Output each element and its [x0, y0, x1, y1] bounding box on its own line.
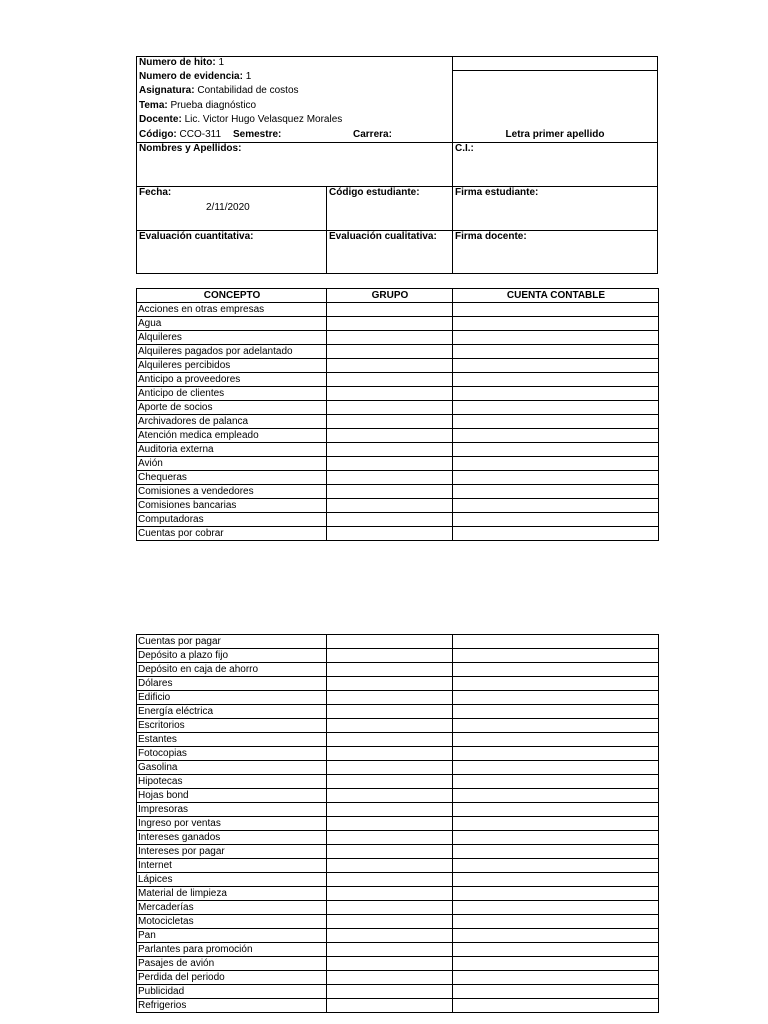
letra-apellido-cell — [452, 70, 658, 143]
table-row — [137, 691, 659, 705]
evidencia-line — [139, 70, 251, 84]
concepto-cell: Agua — [137, 317, 327, 331]
cuenta-contable-cell[interactable] — [453, 775, 659, 789]
table-row — [137, 429, 659, 443]
concepto-cell: Pasajes de avión — [137, 957, 327, 971]
cuenta-contable-cell[interactable] — [453, 761, 659, 775]
fecha-value: 2/11/2020 — [206, 202, 250, 213]
concepto-cell: Lápices — [137, 873, 327, 887]
concepto-cell: Aporte de socios — [137, 401, 327, 415]
evidencia-label: Numero de evidencia: — [139, 71, 243, 82]
cuenta-contable-cell[interactable] — [453, 499, 659, 513]
table-row — [137, 485, 659, 499]
table-body-part2 — [137, 635, 659, 1013]
table-row — [137, 513, 659, 527]
grupo-cell[interactable] — [327, 733, 453, 747]
cuenta-contable-cell[interactable] — [453, 429, 659, 443]
grupo-cell[interactable] — [327, 649, 453, 663]
codigo-estudiante-cell[interactable] — [326, 186, 453, 231]
firma-docente-label: Firma docente: — [455, 231, 527, 242]
docente-value: Lic. Victor Hugo Velasquez Morales — [184, 114, 343, 125]
grupo-cell[interactable] — [327, 845, 453, 859]
concepto-cell: Comisiones a vendedores — [137, 485, 327, 499]
cuenta-contable-cell[interactable] — [453, 691, 659, 705]
table-row — [137, 817, 659, 831]
concepto-cell: Alquileres percibidos — [137, 359, 327, 373]
asignatura-label: Asignatura: — [139, 85, 195, 96]
concepto-cell: Chequeras — [137, 471, 327, 485]
grupo-cell[interactable] — [327, 317, 453, 331]
cuenta-contable-cell[interactable] — [453, 527, 659, 541]
table-row — [137, 845, 659, 859]
codigo-estudiante-label: Código estudiante: — [329, 187, 420, 198]
concepto-cell: Auditoria externa — [137, 443, 327, 457]
table-row — [137, 789, 659, 803]
table-row — [137, 373, 659, 387]
cuenta-contable-cell[interactable] — [453, 915, 659, 929]
table-row — [137, 901, 659, 915]
concepto-cell: Perdida del periodo — [137, 971, 327, 985]
concept-table-part1 — [136, 288, 659, 541]
grupo-cell[interactable] — [327, 471, 453, 485]
cuenta-contable-cell[interactable] — [453, 415, 659, 429]
firma-estudiante-label: Firma estudiante: — [455, 187, 539, 198]
grupo-cell[interactable] — [327, 513, 453, 527]
table-row — [137, 317, 659, 331]
carrera-label: Carrera: — [353, 129, 392, 140]
concepto-cell: Dólares — [137, 677, 327, 691]
cuenta-contable-cell[interactable] — [453, 747, 659, 761]
concepto-cell: Estantes — [137, 733, 327, 747]
grupo-cell[interactable] — [327, 443, 453, 457]
concepto-cell: Cuentas por pagar — [137, 635, 327, 649]
cuenta-contable-cell[interactable] — [453, 401, 659, 415]
concepto-cell: Fotocopias — [137, 747, 327, 761]
table-row — [137, 457, 659, 471]
concepto-cell: Acciones en otras empresas — [137, 303, 327, 317]
table-row — [137, 331, 659, 345]
concepto-cell: Depósito en caja de ahorro — [137, 663, 327, 677]
eval-cualitativa-cell[interactable] — [326, 230, 453, 274]
grupo-cell[interactable] — [327, 415, 453, 429]
nombres-cell[interactable] — [136, 142, 453, 187]
cuenta-contable-cell[interactable] — [453, 803, 659, 817]
cuenta-contable-cell[interactable] — [453, 443, 659, 457]
grupo-cell[interactable] — [327, 999, 453, 1013]
hito-value: 1 — [218, 57, 225, 68]
concepto-cell: Comisiones bancarias — [137, 499, 327, 513]
concepto-cell: Escritorios — [137, 719, 327, 733]
grupo-cell[interactable] — [327, 719, 453, 733]
cuenta-contable-cell[interactable] — [453, 957, 659, 971]
grupo-cell[interactable] — [327, 887, 453, 901]
concepto-cell: Mercaderías — [137, 901, 327, 915]
cuenta-contable-cell[interactable] — [453, 663, 659, 677]
grupo-cell[interactable] — [327, 817, 453, 831]
ci-cell[interactable] — [452, 142, 658, 187]
ci-label: C.I.: — [455, 143, 474, 154]
grupo-cell[interactable] — [327, 985, 453, 999]
cuenta-contable-cell[interactable] — [453, 999, 659, 1013]
concepto-cell: Depósito a plazo fijo — [137, 649, 327, 663]
codigo-value: CCO-311 — [179, 129, 222, 140]
table-row — [137, 705, 659, 719]
concepto-cell: Alquileres pagados por adelantado — [137, 345, 327, 359]
fecha-cell — [136, 186, 327, 231]
table-row — [137, 527, 659, 541]
table-header-row — [137, 289, 659, 303]
cuenta-contable-cell[interactable] — [453, 317, 659, 331]
concepto-cell: Atención medica empleado — [137, 429, 327, 443]
cuenta-contable-cell[interactable] — [453, 789, 659, 803]
table-row — [137, 499, 659, 513]
hito-label: Numero de hito: — [139, 57, 216, 68]
concepto-cell: Hipotecas — [137, 775, 327, 789]
grupo-cell[interactable] — [327, 789, 453, 803]
table-row — [137, 831, 659, 845]
concept-table-part2 — [136, 634, 659, 1013]
cuenta-contable-cell[interactable] — [453, 719, 659, 733]
grupo-cell[interactable] — [327, 345, 453, 359]
grupo-cell[interactable] — [327, 915, 453, 929]
grupo-cell[interactable] — [327, 677, 453, 691]
table-row — [137, 359, 659, 373]
cuenta-contable-cell[interactable] — [453, 831, 659, 845]
grupo-cell[interactable] — [327, 761, 453, 775]
table-row — [137, 929, 659, 943]
grupo-cell[interactable] — [327, 527, 453, 541]
cuenta-contable-cell[interactable] — [453, 929, 659, 943]
tema-value: Prueba diagnóstico — [170, 100, 257, 111]
cuenta-contable-cell[interactable] — [453, 485, 659, 499]
concepto-cell: Alquileres — [137, 331, 327, 345]
grupo-cell[interactable] — [327, 873, 453, 887]
grupo-cell[interactable] — [327, 387, 453, 401]
concepto-cell: Avión — [137, 457, 327, 471]
cuenta-contable-cell[interactable] — [453, 387, 659, 401]
concepto-cell: Refrigerios — [137, 999, 327, 1013]
concepto-cell: Material de limpieza — [137, 887, 327, 901]
docente-label: Docente: — [139, 114, 182, 125]
grupo-cell[interactable] — [327, 635, 453, 649]
cuenta-contable-cell[interactable] — [453, 345, 659, 359]
grupo-cell[interactable] — [327, 303, 453, 317]
table-row — [137, 915, 659, 929]
table-row — [137, 387, 659, 401]
table-row — [137, 345, 659, 359]
cuenta-contable-cell[interactable] — [453, 985, 659, 999]
cuenta-contable-cell[interactable] — [453, 457, 659, 471]
course-info-cell — [136, 56, 453, 143]
grupo-column-header: GRUPO — [327, 289, 453, 303]
cuenta-contable-cell[interactable] — [453, 373, 659, 387]
concepto-cell: Pan — [137, 929, 327, 943]
grupo-cell[interactable] — [327, 747, 453, 761]
cuenta-contable-cell[interactable] — [453, 471, 659, 485]
grupo-cell[interactable] — [327, 943, 453, 957]
grupo-cell[interactable] — [327, 775, 453, 789]
cuenta-contable-cell[interactable] — [453, 359, 659, 373]
table-row — [137, 677, 659, 691]
codigo-line — [139, 128, 221, 142]
table-row — [137, 635, 659, 649]
table-row — [137, 401, 659, 415]
top-right-blank-cell — [452, 56, 658, 71]
table-row — [137, 649, 659, 663]
concepto-cell: Energía eléctrica — [137, 705, 327, 719]
cuenta-contable-cell[interactable] — [453, 303, 659, 317]
cuenta-contable-cell[interactable] — [453, 845, 659, 859]
concepto-cell: Cuentas por cobrar — [137, 527, 327, 541]
cuenta-contable-cell[interactable] — [453, 817, 659, 831]
grupo-cell[interactable] — [327, 691, 453, 705]
cuenta-contable-cell[interactable] — [453, 971, 659, 985]
concepto-cell: Internet — [137, 859, 327, 873]
grupo-cell[interactable] — [327, 359, 453, 373]
cuenta-contable-cell[interactable] — [453, 901, 659, 915]
cuenta-contable-cell[interactable] — [453, 887, 659, 901]
hito-line — [139, 56, 224, 70]
grupo-cell[interactable] — [327, 499, 453, 513]
cuenta-contable-cell[interactable] — [453, 705, 659, 719]
asignatura-line — [139, 84, 299, 98]
cuenta-contable-cell[interactable] — [453, 733, 659, 747]
grupo-cell[interactable] — [327, 373, 453, 387]
cuenta-contable-cell[interactable] — [453, 943, 659, 957]
grupo-cell[interactable] — [327, 457, 453, 471]
grupo-cell[interactable] — [327, 429, 453, 443]
table-row — [137, 943, 659, 957]
firma-docente-cell[interactable] — [452, 230, 658, 274]
table-row — [137, 873, 659, 887]
table-body-part1 — [137, 303, 659, 541]
concepto-cell: Gasolina — [137, 761, 327, 775]
table-row — [137, 733, 659, 747]
concepto-cell: Edificio — [137, 691, 327, 705]
table-row — [137, 985, 659, 999]
concepto-cell: Anticipo de clientes — [137, 387, 327, 401]
concepto-column-header: CONCEPTO — [137, 289, 327, 303]
table-row — [137, 957, 659, 971]
concepto-cell: Ingreso por ventas — [137, 817, 327, 831]
concepto-cell: Intereses ganados — [137, 831, 327, 845]
grupo-cell[interactable] — [327, 705, 453, 719]
cuenta-contable-cell[interactable] — [453, 331, 659, 345]
evidencia-value: 1 — [245, 71, 252, 82]
header-form — [136, 56, 658, 274]
grupo-cell[interactable] — [327, 663, 453, 677]
grupo-cell[interactable] — [327, 401, 453, 415]
table-row — [137, 303, 659, 317]
grupo-cell[interactable] — [327, 831, 453, 845]
table-row — [137, 887, 659, 901]
cuenta-contable-cell[interactable] — [453, 635, 659, 649]
grupo-cell[interactable] — [327, 929, 453, 943]
concepto-cell: Publicidad — [137, 985, 327, 999]
fecha-label: Fecha: — [139, 187, 172, 198]
nombres-label: Nombres y Apellidos: — [139, 143, 242, 154]
semestre-label: Semestre: — [233, 129, 282, 140]
concepto-cell: Intereses por pagar — [137, 845, 327, 859]
table-row — [137, 747, 659, 761]
concepto-cell: Hojas bond — [137, 789, 327, 803]
grupo-cell[interactable] — [327, 803, 453, 817]
firma-estudiante-cell[interactable] — [452, 186, 658, 231]
table-row — [137, 443, 659, 457]
table-row — [137, 761, 659, 775]
grupo-cell[interactable] — [327, 901, 453, 915]
cuenta-contable-cell[interactable] — [453, 873, 659, 887]
table-row — [137, 859, 659, 873]
concepto-cell: Motocicletas — [137, 915, 327, 929]
eval-cuantitativa-label: Evaluación cuantitativa: — [139, 231, 254, 242]
concepto-cell: Parlantes para promoción — [137, 943, 327, 957]
grupo-cell[interactable] — [327, 859, 453, 873]
grupo-cell[interactable] — [327, 331, 453, 345]
tema-label: Tema: — [139, 100, 168, 111]
concepto-cell: Archivadores de palanca — [137, 415, 327, 429]
table-row — [137, 999, 659, 1013]
table-row — [137, 663, 659, 677]
letra-apellido-label: Letra primer apellido — [505, 129, 605, 140]
cuenta-contable-cell[interactable] — [453, 677, 659, 691]
codigo-label: Código: — [139, 129, 177, 140]
concepto-cell: Anticipo a proveedores — [137, 373, 327, 387]
table-row — [137, 775, 659, 789]
eval-cualitativa-label: Evaluación cualitativa: — [329, 231, 437, 242]
table-row — [137, 471, 659, 485]
docente-line — [139, 113, 342, 127]
table-row — [137, 803, 659, 817]
tema-line — [139, 99, 256, 113]
concepto-cell: Computadoras — [137, 513, 327, 527]
cuenta-contable-cell[interactable] — [453, 859, 659, 873]
eval-cuantitativa-cell[interactable] — [136, 230, 327, 274]
concepto-cell: Impresoras — [137, 803, 327, 817]
grupo-cell[interactable] — [327, 485, 453, 499]
grupo-cell[interactable] — [327, 957, 453, 971]
table-row — [137, 415, 659, 429]
table-row — [137, 719, 659, 733]
asignatura-value: Contabilidad de costos — [197, 85, 299, 96]
cuenta-contable-column-header: CUENTA CONTABLE — [453, 289, 659, 303]
cuenta-contable-cell[interactable] — [453, 513, 659, 527]
grupo-cell[interactable] — [327, 971, 453, 985]
cuenta-contable-cell[interactable] — [453, 649, 659, 663]
table-row — [137, 971, 659, 985]
